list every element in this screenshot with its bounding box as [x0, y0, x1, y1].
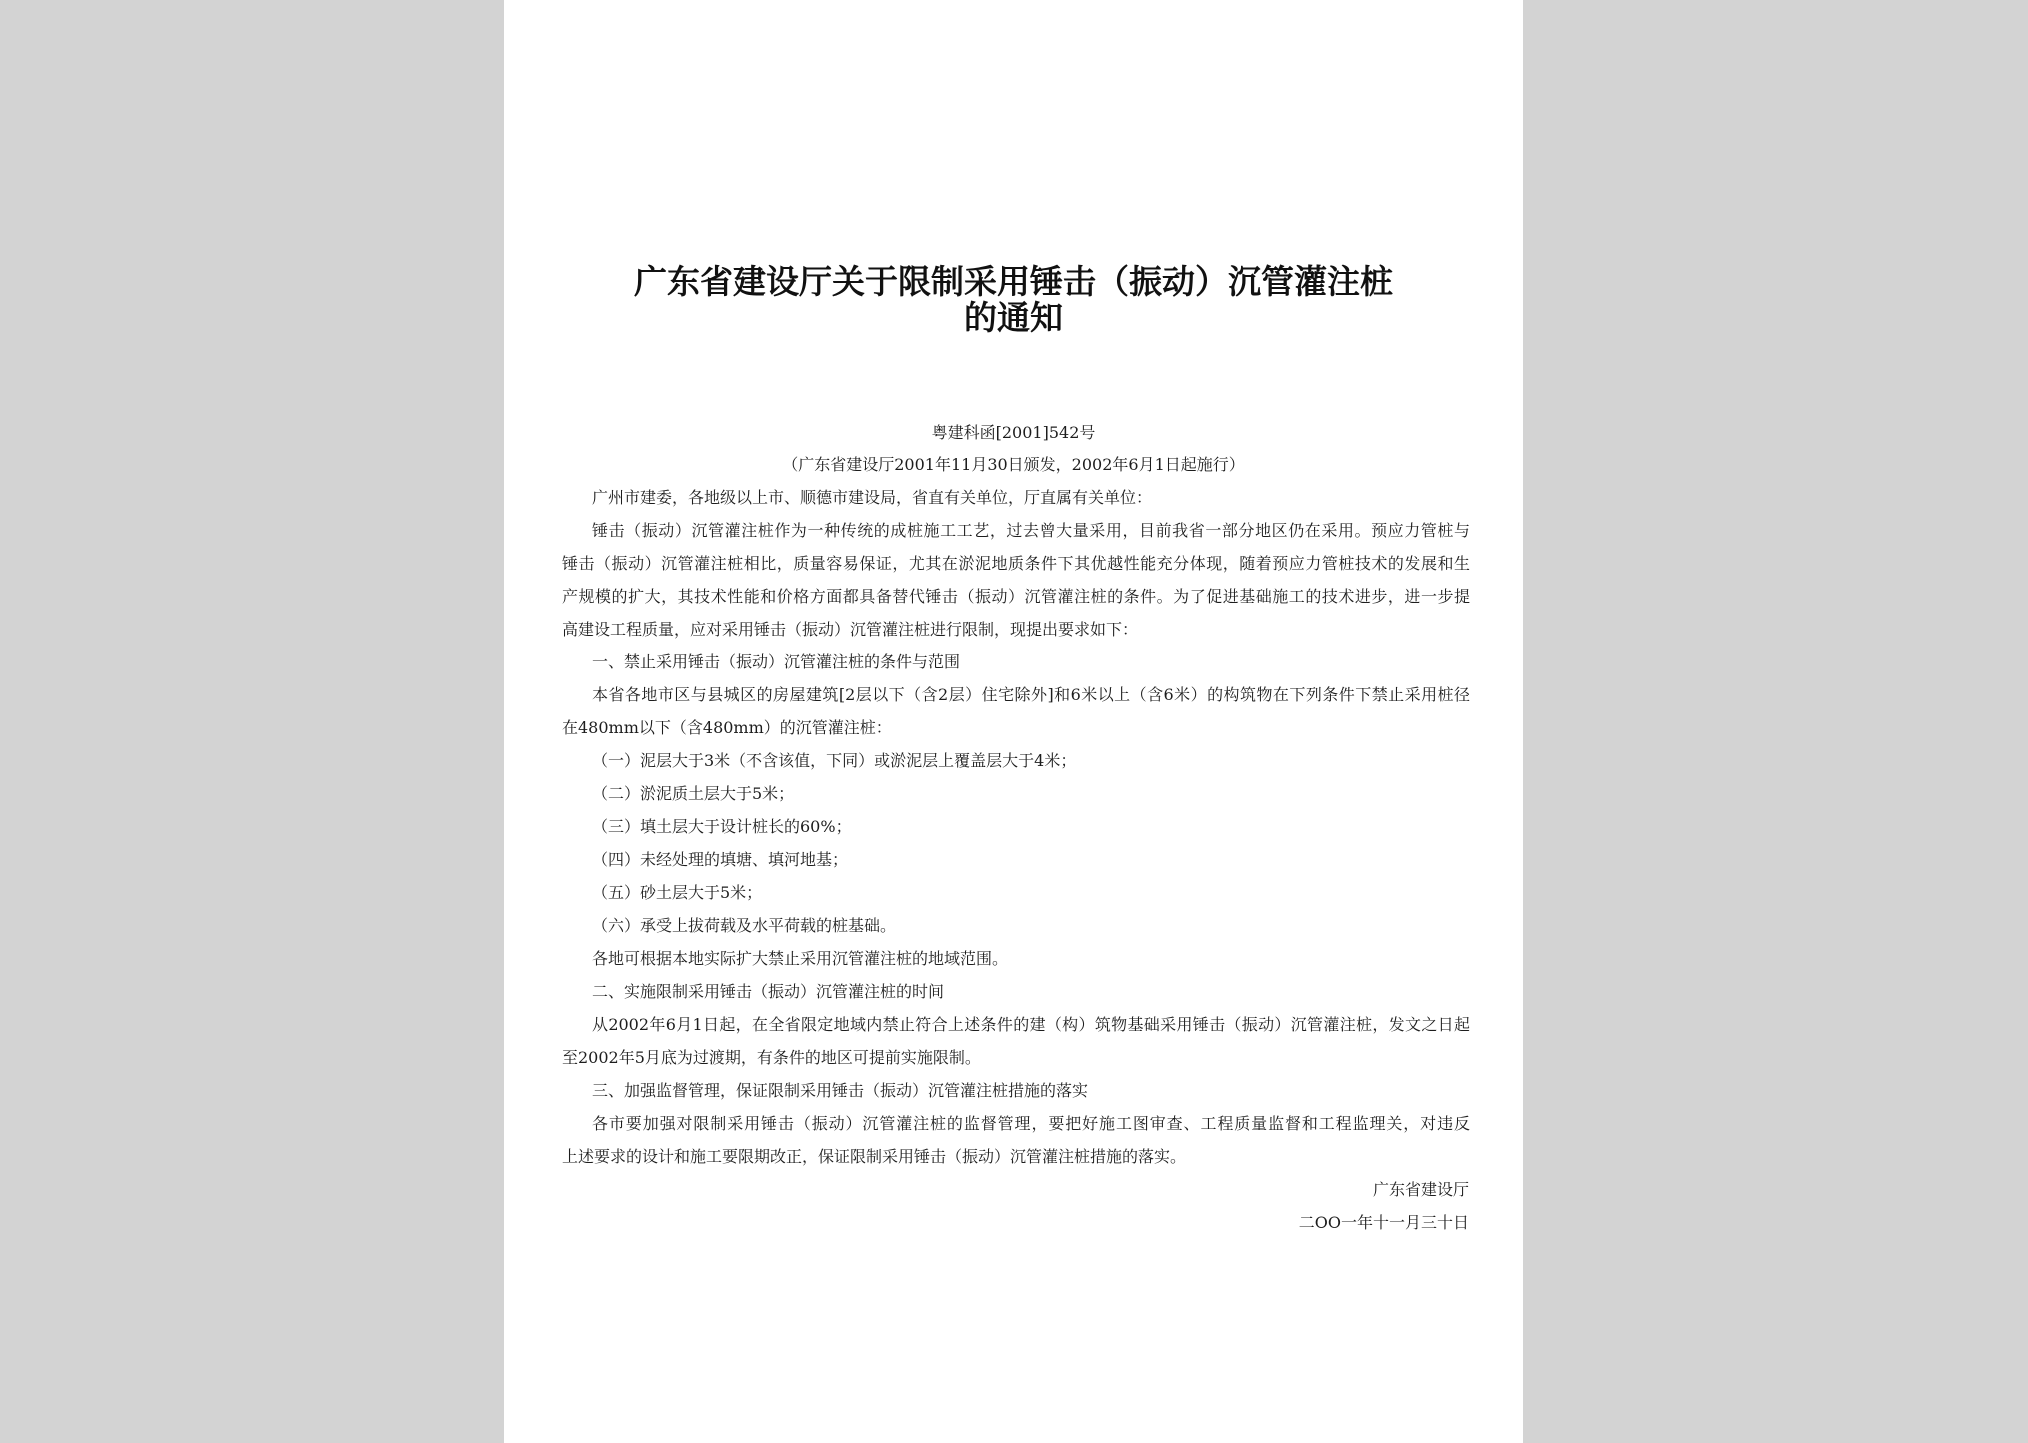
document-number: 粤建科函[2001]542号 — [931, 423, 1096, 442]
section-1-item-4: （四）未经处理的填塘、填河地基； — [592, 850, 849, 869]
intro-line-3: 产规模的扩大，其技术性能和价格方面都具备替代锤击（振动）沉管灌注桩的条件。为了促进基础施工的技术进步，进一步提 — [562, 587, 1470, 606]
document-page — [504, 0, 1523, 1443]
intro-line-1: 锤击（振动）沉管灌注桩作为一种传统的成桩施工工艺，过去曾大量采用，目前我省一部分地区仍在采用。预应力管桩与 — [592, 521, 1470, 540]
section-3-paragraph-line-1: 各市要加强对限制采用锤击（振动）沉管灌注桩的监督管理，要把好施工图审查、工程质量监督和工程监理关，对违反 — [592, 1114, 1470, 1133]
issue-note: （广东省建设厅2001年11月30日颁发，2002年6月1日起施行） — [782, 455, 1245, 474]
signature-date: 二OO一年十一月三十日 — [1298, 1213, 1469, 1232]
section-1-note: 各地可根据本地实际扩大禁止采用沉管灌注桩的地域范围。 — [592, 949, 1009, 968]
intro-line-2: 锤击（振动）沉管灌注桩相比，质量容易保证，尤其在淤泥地质条件下其优越性能充分体现，随着预应力管桩技术的发展和生 — [562, 554, 1470, 573]
document-title-line-1: 广东省建设厅关于限制采用锤击（振动）沉管灌注桩 — [634, 262, 1393, 301]
section-2-heading: 二、实施限制采用锤击（振动）沉管灌注桩的时间 — [592, 982, 945, 1001]
section-1-item-5: （五）砂土层大于5米； — [592, 883, 763, 902]
section-1-paragraph-line-2: 在480mm以下（含480mm）的沉管灌注桩： — [562, 718, 892, 737]
section-2-paragraph-line-2: 至2002年5月底为过渡期，有条件的地区可提前实施限制。 — [562, 1048, 981, 1067]
intro-line-4: 高建设工程质量，应对采用锤击（振动）沉管灌注桩进行限制，现提出要求如下： — [562, 620, 1139, 639]
section-3-paragraph-line-2: 上述要求的设计和施工要限期改正，保证限制采用锤击（振动）沉管灌注桩措施的落实。 — [562, 1147, 1187, 1166]
signature-organization: 广东省建设厅 — [1372, 1180, 1469, 1199]
section-1-item-3: （三）填土层大于设计桩长的60%； — [592, 817, 852, 836]
section-3-heading: 三、加强监督管理，保证限制采用锤击（振动）沉管灌注桩措施的落实 — [592, 1081, 1089, 1100]
addressee: 广州市建委，各地级以上市、顺德市建设局，省直有关单位，厅直属有关单位： — [592, 488, 1153, 507]
document-title-line-2: 的通知 — [964, 298, 1063, 337]
section-1-item-6: （六）承受上拔荷载及水平荷载的桩基础。 — [592, 916, 897, 935]
section-1-item-1: （一）泥层大于3米（不含该值，下同）或淤泥层上覆盖层大于4米； — [592, 751, 1077, 770]
section-1-item-2: （二）淤泥质土层大于5米； — [592, 784, 795, 803]
section-1-paragraph-line-1: 本省各地市区与县城区的房屋建筑[2层以下（含2层）住宅除外]和6米以上（含6米）的构筑物在下列条件下禁止采用桩径 — [592, 685, 1470, 704]
section-2-paragraph-line-1: 从2002年6月1日起，在全省限定地域内禁止符合上述条件的建（构）筑物基础采用锤击（振动）沉管灌注桩，发文之日起 — [592, 1015, 1470, 1034]
section-1-heading: 一、禁止采用锤击（振动）沉管灌注桩的条件与范围 — [592, 652, 961, 671]
